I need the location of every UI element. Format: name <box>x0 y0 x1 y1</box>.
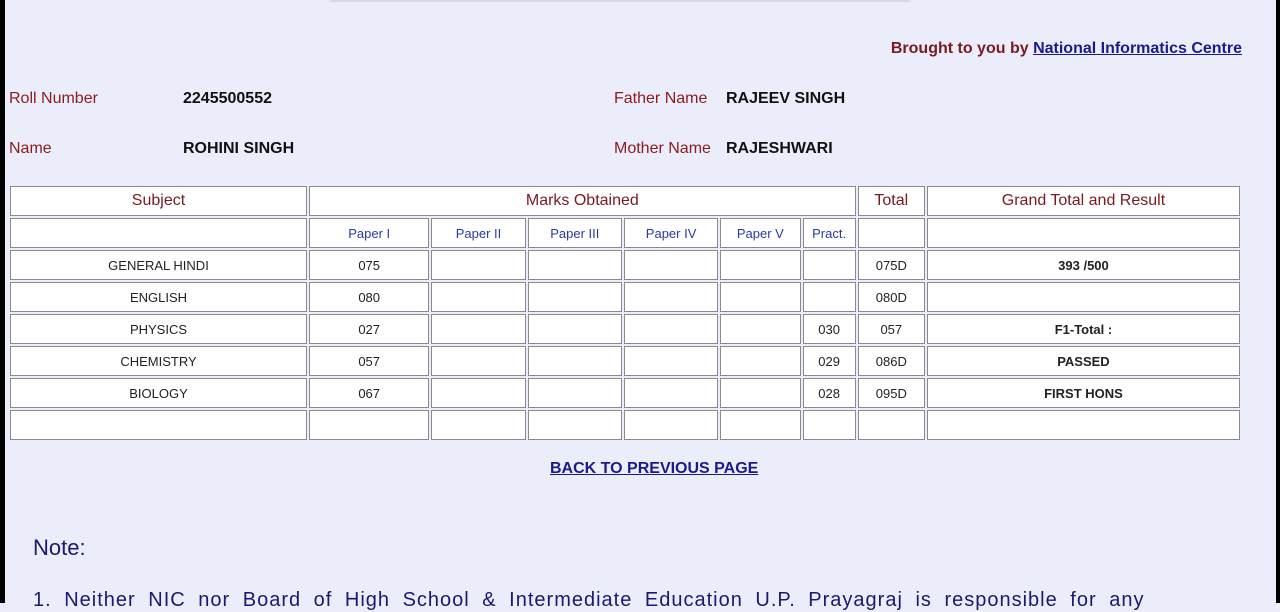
total-header: Total <box>858 186 925 216</box>
paper-5-cell <box>720 314 800 344</box>
subject-header: Subject <box>10 186 307 216</box>
total-cell <box>858 410 925 440</box>
name-label: Name <box>9 140 52 157</box>
paper-5-cell <box>720 410 800 440</box>
total-cell: 080D <box>858 282 925 312</box>
subject-cell: PHYSICS <box>10 314 307 344</box>
grand-total-header: Grand Total and Result <box>927 186 1240 216</box>
paper-4-cell <box>624 314 718 344</box>
note-line-1: 1. Neither NIC nor Board of High School & Intermediate Education U.P. Prayagraj is responsible for any <box>33 589 1145 611</box>
total-cell: 095D <box>858 378 925 408</box>
paper-1-cell: 075 <box>309 250 429 280</box>
paper-2-cell <box>431 378 525 408</box>
paper-2-cell <box>431 410 525 440</box>
paper-2-cell <box>431 282 525 312</box>
subheader-row <box>10 218 1240 248</box>
paper-5-cell <box>720 282 800 312</box>
grand-total-value: 393 /500 <box>927 250 1240 280</box>
paper-1-cell: 080 <box>309 282 429 312</box>
practical-cell: 028 <box>803 378 856 408</box>
header-row <box>10 186 1240 216</box>
paper-5-header: Paper V <box>720 218 800 248</box>
paper-4-cell <box>624 346 718 376</box>
top-divider <box>330 0 910 2</box>
paper-3-cell <box>528 282 622 312</box>
paper-3-cell <box>528 250 622 280</box>
left-frame-edge <box>0 0 5 603</box>
paper-1-cell: 057 <box>309 346 429 376</box>
practical-cell: 029 <box>803 346 856 376</box>
practical-header: Pract. <box>803 218 856 248</box>
paper-2-header: Paper II <box>431 218 525 248</box>
marks-table <box>8 184 1242 442</box>
subheader-grand-blank <box>927 218 1240 248</box>
right-frame-edge <box>1276 0 1280 603</box>
paper-4-cell <box>624 282 718 312</box>
subheader-blank <box>10 218 307 248</box>
practical-cell <box>803 410 856 440</box>
nic-link[interactable]: National Informatics Centre <box>1033 40 1242 57</box>
subheader-total-blank <box>858 218 925 248</box>
credit-line <box>891 40 1242 58</box>
paper-5-cell <box>720 346 800 376</box>
paper-1-header: Paper I <box>309 218 429 248</box>
paper-3-cell <box>528 378 622 408</box>
paper-5-cell <box>720 378 800 408</box>
table-row <box>10 346 1240 376</box>
result-cell <box>927 282 1240 312</box>
paper-3-header: Paper III <box>528 218 622 248</box>
name-value: ROHINI SINGH <box>183 140 295 157</box>
subject-cell: GENERAL HINDI <box>10 250 307 280</box>
table-row <box>10 250 1240 280</box>
table-row <box>10 378 1240 408</box>
paper-1-cell: 027 <box>309 314 429 344</box>
division-result: FIRST HONS <box>927 378 1240 408</box>
paper-4-cell <box>624 250 718 280</box>
paper-3-cell <box>528 346 622 376</box>
result-status: PASSED <box>927 346 1240 376</box>
table-row <box>10 282 1240 312</box>
paper-4-cell <box>624 378 718 408</box>
practical-cell <box>803 250 856 280</box>
paper-2-cell <box>431 314 525 344</box>
roll-number-value: 2245500552 <box>183 90 272 107</box>
table-row <box>10 410 1240 440</box>
subject-cell: BIOLOGY <box>10 378 307 408</box>
total-cell: 086D <box>858 346 925 376</box>
paper-5-cell <box>720 250 800 280</box>
roll-number-label: Roll Number <box>9 90 98 107</box>
total-cell: 075D <box>858 250 925 280</box>
credit-prefix: Brought to you by <box>890 40 1034 57</box>
marks-obtained-header: Marks Obtained <box>309 186 856 216</box>
note-heading: Note: <box>33 535 86 560</box>
result-cell <box>927 410 1240 440</box>
subject-cell <box>10 410 307 440</box>
total-cell: 057 <box>858 314 925 344</box>
table-row <box>10 314 1240 344</box>
paper-2-cell <box>431 250 525 280</box>
paper-4-header: Paper IV <box>624 218 718 248</box>
practical-cell: 030 <box>803 314 856 344</box>
mother-name-value: RAJESHWARI <box>726 140 833 157</box>
paper-4-cell <box>624 410 718 440</box>
father-name-label: Father Name <box>614 90 708 107</box>
paper-1-cell <box>309 410 429 440</box>
f1-total-label: F1-Total : <box>927 314 1240 344</box>
practical-cell <box>803 282 856 312</box>
paper-1-cell: 067 <box>309 378 429 408</box>
subject-cell: ENGLISH <box>10 282 307 312</box>
paper-2-cell <box>431 346 525 376</box>
paper-3-cell <box>528 410 622 440</box>
subject-cell: CHEMISTRY <box>10 346 307 376</box>
paper-3-cell <box>528 314 622 344</box>
father-name-value: RAJEEV SINGH <box>726 90 846 107</box>
mother-name-label: Mother Name <box>614 140 711 157</box>
back-to-previous-page-link[interactable]: BACK TO PREVIOUS PAGE <box>550 460 759 477</box>
